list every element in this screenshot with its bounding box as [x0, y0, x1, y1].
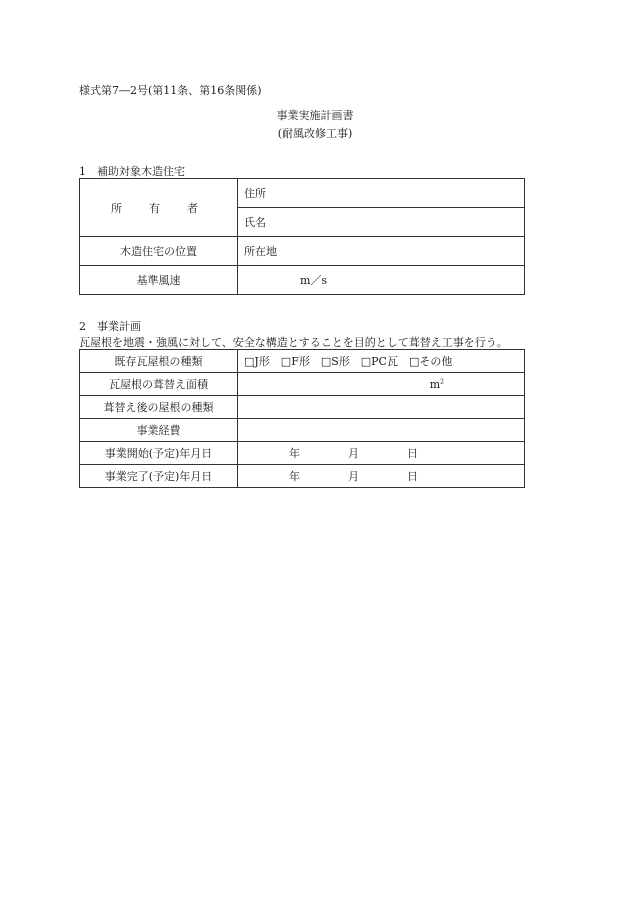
new-roof-type-label: 葺替え後の屋根の種類 [80, 396, 238, 419]
form-number: 様式第7―2号(第11条、第16条関係) [79, 84, 262, 97]
owner-label-cell [80, 179, 238, 237]
area-unit: m [429, 377, 441, 391]
document-subtitle: (耐風改修工事) [277, 127, 353, 140]
location-label: 木造住宅の位置 [80, 237, 238, 266]
section2-description: 瓦屋根を地震・強風に対して、安全な構造とすることを目的として葺替え工事を行う。 [79, 336, 508, 349]
table-row [80, 396, 525, 419]
reroof-area-field[interactable] [238, 373, 525, 396]
start-date-label: 事業開始(予定)年月日 [80, 442, 238, 465]
wind-speed-field[interactable] [238, 266, 525, 295]
area-unit-sup: 2 [440, 377, 444, 385]
address-label: 住所 [244, 187, 266, 200]
end-date-field[interactable] [238, 465, 525, 488]
new-roof-type-field[interactable] [238, 396, 525, 419]
subsidy-house-table [79, 178, 525, 295]
table-row [80, 419, 525, 442]
document-title: 事業実施計画書 [276, 109, 354, 122]
project-cost-field[interactable] [238, 419, 525, 442]
owner-label: 所 有 者 [111, 201, 206, 215]
end-year: 年 [289, 470, 300, 483]
reroof-area-label: 瓦屋根の葺替え面積 [80, 373, 238, 396]
end-day: 日 [407, 470, 418, 483]
wind-speed-unit: m／s [300, 274, 328, 287]
table-row [80, 179, 525, 208]
roof-type-label: 既存瓦屋根の種類 [80, 350, 238, 373]
name-field[interactable] [238, 208, 525, 237]
roof-type-options[interactable]: □J形 □F形 □S形 □PC瓦 □その他 [238, 350, 525, 373]
table-row [80, 266, 525, 295]
project-cost-label: 事業経費 [80, 419, 238, 442]
table-row [80, 237, 525, 266]
section2-heading: 2 事業計画 [79, 320, 141, 333]
start-day: 日 [407, 447, 418, 460]
start-date-field[interactable] [238, 442, 525, 465]
table-row [80, 442, 525, 465]
end-month: 月 [348, 470, 359, 483]
table-row [80, 465, 525, 488]
table-row [80, 350, 525, 373]
wind-speed-label: 基準風速 [80, 266, 238, 295]
end-date-label: 事業完了(予定)年月日 [80, 465, 238, 488]
project-plan-table [79, 349, 525, 488]
section1-heading: 1 補助対象木造住宅 [79, 165, 185, 178]
name-label: 氏名 [244, 216, 266, 229]
location-value-label: 所在地 [244, 245, 277, 258]
start-month: 月 [348, 447, 359, 460]
location-field[interactable] [238, 237, 525, 266]
address-field[interactable] [238, 179, 525, 208]
table-row [80, 373, 525, 396]
start-year: 年 [289, 447, 300, 460]
